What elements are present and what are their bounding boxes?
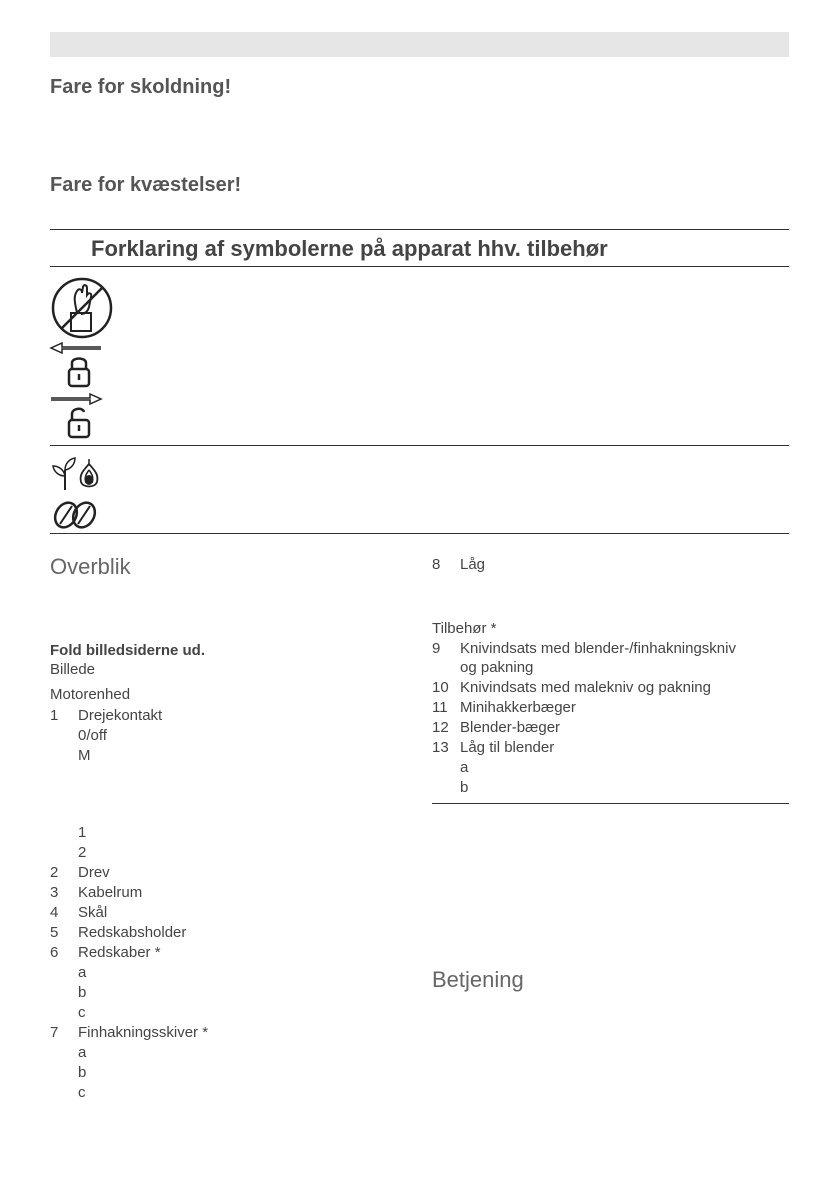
list-item: 13 Låg til blender (432, 739, 555, 756)
list-item: 9 Knivindsats med blender-/finhakningskniv (432, 640, 736, 657)
image-label: Billede (50, 661, 96, 678)
lock-open-icon (50, 392, 104, 440)
divider (50, 229, 789, 230)
symbols-title: Forklaring af symbolerne på apparat hhv. tilbehør (91, 236, 608, 261)
divider (50, 266, 789, 267)
divider (50, 533, 789, 534)
list-item: 2 (78, 844, 87, 861)
list-item: 1 Drejekontakt (50, 707, 163, 724)
lid-item: 8 Låg (432, 556, 486, 573)
overview-title: Overblik (50, 554, 131, 579)
list-item: 5 Redskabsholder (50, 924, 187, 941)
list-item: 4 Skål (50, 904, 108, 921)
list-item: a (78, 964, 87, 981)
accessories-heading: Tilbehør * (432, 620, 497, 637)
header-band (50, 32, 789, 57)
list-item: M (78, 747, 91, 764)
operation-title: Betjening (432, 967, 524, 992)
list-item: 7 Finhakningsskiver * (50, 1024, 209, 1041)
motor-unit-heading: Motorenhed (50, 686, 131, 703)
list-item: a (78, 1044, 87, 1061)
list-item: 12 Blender-bæger (432, 719, 561, 736)
fold-instruction: Fold billedsiderne ud. (50, 642, 206, 659)
herbs-onion-icon (51, 456, 103, 492)
lock-closed-icon (50, 341, 104, 389)
warning-scald-heading: Fare for skoldning! (50, 76, 232, 98)
list-item: b (78, 1064, 87, 1081)
coffee-beans-icon (52, 500, 98, 530)
list-item: 11 Minihakkerbæger (432, 699, 576, 716)
list-item: b (460, 779, 469, 796)
list-item: 10 Knivindsats med malekniv og pakning (432, 679, 711, 696)
list-item: 6 Redskaber * (50, 944, 161, 961)
list-item: 2 Drev (50, 864, 110, 881)
list-item: a (460, 759, 469, 776)
no-hand-icon (51, 277, 113, 339)
divider (432, 803, 789, 804)
divider (50, 445, 789, 446)
list-item: 3 Kabelrum (50, 884, 143, 901)
list-item: og pakning (460, 659, 534, 676)
list-item: 1 (78, 824, 87, 841)
list-item: c (78, 1084, 86, 1101)
list-item: b (78, 984, 87, 1001)
list-item: c (78, 1004, 86, 1021)
warning-injury-heading: Fare for kvæstelser! (50, 174, 242, 196)
list-item: 0/off (78, 727, 107, 744)
